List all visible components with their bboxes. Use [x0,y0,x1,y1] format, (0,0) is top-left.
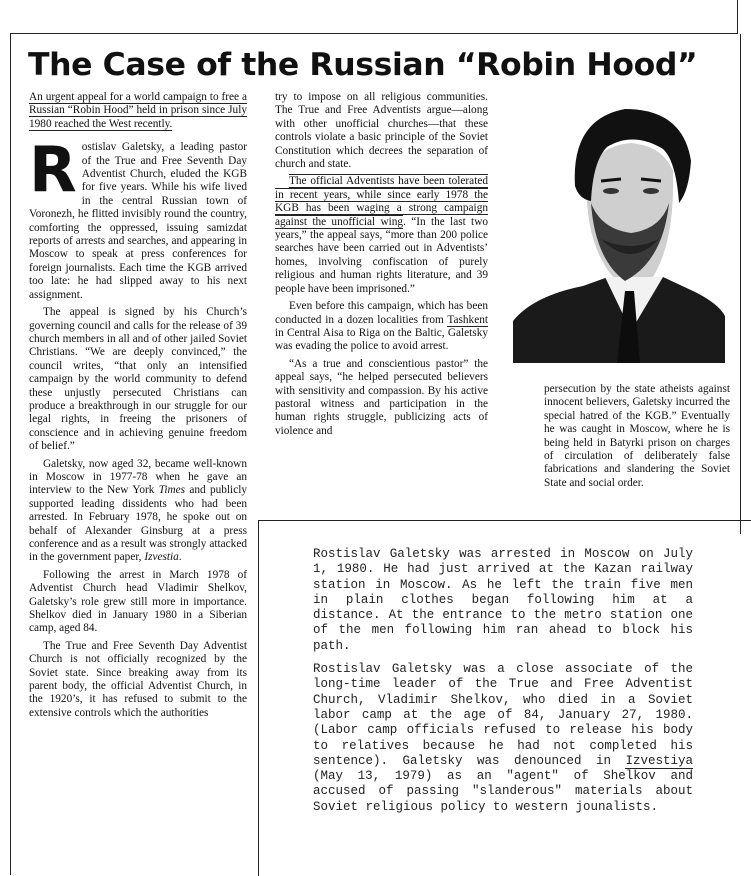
column-3 [544,383,730,490]
highlighted-text: The official Adventists have been tolerated in recent years, while since early 1978 the KGB has been waging a strong campaign against the unofficial wing [275,175,488,228]
right-rule [740,34,741,534]
body-paragraph-8 [275,300,488,354]
lead-paragraph [29,91,247,131]
body-text: Galetsky, now aged 32, became well-known in Moscow in 1977-78 when he gave an interview to the New York [29,457,247,497]
body-text: and publicly supported leading dissidents who had been arrested. In February 1978, he spoke out on behalf of Alexander Ginsburg at a press conference and as a result was strongly attacked in the government paper, [29,484,247,564]
column-1 [29,91,247,720]
left-rule [10,34,11,875]
italic-izvestia: Izvestia [144,551,179,564]
box-paragraph-2 [313,662,693,815]
sidebar-box [258,520,751,876]
lead-text: An urgent appeal for a world campaign to free a Russian “Robin Hood” held in prison since July 1980 reached the West recently. [29,91,247,130]
portrait-photo [513,91,725,363]
top-rule [10,33,737,34]
body-paragraph-1 [29,133,247,302]
body-paragraph-7 [275,175,488,296]
body-paragraph-6: try to impose on all religious communities. The True and Free Adventists argue—along with other unofficial churches—that these controls violate a basic principle of the Soviet Constitution which decrees the separation of church and state. [275,91,488,171]
body-paragraph-5: The True and Free Seventh Day Adventist Church is not officially recognized by the Soviet state. Since breaking away from its parent body, the official Adventist Church, in the 1920’s, it has refused to submit to the extensive controls which the authorities [29,639,247,719]
underlined-tashkent: Tashkent [447,313,488,326]
body-paragraph-10: persecution by the state atheists against innocent believers, Galetsky incurred the special hatred of the KGB.” Eventually he was caught in Moscow, where he is being held in Batyrki prison on charges of circulation of deliberately false fabrications and slandering the Soviet State and social order. [544,383,730,489]
body-paragraph-2: The appeal is signed by his Church’s governing council and calls for the release of 39 church members in all and of other jailed Soviet Christians. “We are deeply convinced,” the council writes, “that only an intensified campaign by the world community to defend these unjustly persecuted Christians can produce a breakthrough in our struggle for our legal rights, in freeing the prisoners of conscience and in achieving genuine freedom of belief.” [29,306,247,453]
box-text: Rostislav Galetsky was a close associate of the long-time leader of the True and Free Adventist Church, Vladimir Shelkov, who died in a Soviet labor camp at the age of 84, January 27, 1980. (Labor camp officials refused to release his body to relatives because he had not completed his sentence). Galetsky was denounced in [313,662,693,768]
body-text: ostislav Galetsky, a leading pastor of the True and Free Seventh Day Adventist Church, eluded the KGB for five years. While his wife lived in the central Russian town of Voronezh, he flitted invisibly round the country, comforting the oppressed, issuing samizdat reports of arrests and searches, and appearing in Moscow to speak at press conferences for foreign journalists. Each time the KGB arrived too late: he had slipped away to his next assignment. [29,141,247,301]
portrait-image [513,91,725,363]
body-text: . “In the last two years,” the appeal says, “more than 200 police searches have been carried out in Adventists’ homes, involving confiscation of purely religious and human rights literature, and 39 people have been imprisoned.” [275,215,489,295]
body-paragraph-9: “As a true and conscientious pastor” the appeal says, “he helped persecuted believers with sensitivity and compassion. By his active pastoral witness and participation in the human rights struggle, publicizing acts of violence and [275,357,488,437]
body-text: . [178,551,182,564]
italic-times: Times [158,484,186,497]
body-paragraph-3 [29,458,247,565]
underlined-izvestiya: Izvestiya [625,753,693,768]
body-paragraph-4: Following the arrest in March 1978 of Adventist Church head Vladimir Shelkov, Galetsky’s role grew still more in importance. Shelkov died in January 1980 in a Siberian camp, aged 84. [29,568,247,635]
body-text: Even before this campaign, which has been conducted in a dozen localities from [275,300,488,326]
box-text: (May 13, 1979) as an "agent" of Shelkov and accused of passing "slanderous" materials about Soviet religious policy to western jounalists. [313,769,693,814]
sidebar-box-text [313,547,693,823]
drop-cap: R [29,133,77,207]
box-paragraph-1: Rostislav Galetsky was arrested in Moscow on July 1, 1980. He had just arrived at the Kazan railway station in Moscow. As he left the train five men in plain clothes began following him at a distance. At the entrance to the metro station one of the men following him ran ahead to block his path. [313,547,693,653]
headline: The Case of the Russian “Robin Hood” [28,47,698,83]
column-2 [275,91,488,438]
top-right-rule [737,0,738,34]
body-text: in Central Aisa to Riga on the Baltic, Galetsky was evading the police to avoid arrest. [275,326,488,353]
